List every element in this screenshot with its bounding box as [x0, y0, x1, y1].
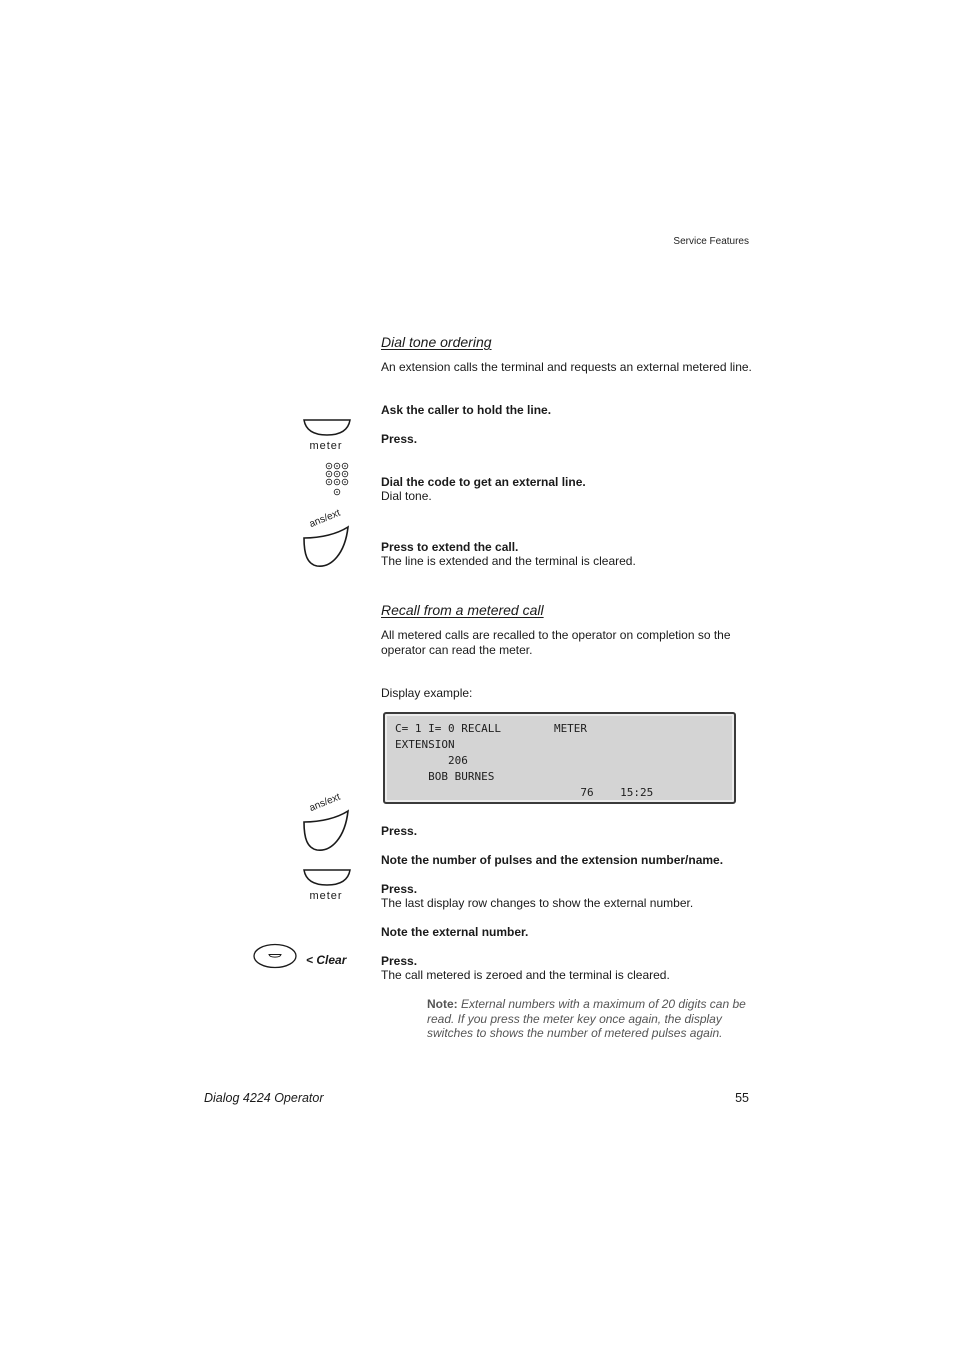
meter-key-label: meter — [309, 890, 343, 902]
lcd-line-1: C= 1 I= 0 RECALL METER — [395, 722, 588, 735]
recall-step-note-pulses: Note the number of pulses and the extension number/name. — [381, 853, 724, 867]
ans-ext-key-icon[interactable] — [301, 808, 353, 854]
recall-intro: All metered calls are recalled to the operator on completion so the operator can read the meter. — [381, 628, 731, 657]
page-number: 55 — [735, 1091, 749, 1105]
note-block — [427, 997, 751, 1041]
dial-tone-step-hold: Ask the caller to hold the line. — [381, 403, 552, 417]
clear-key-label: < Clear — [306, 953, 347, 967]
section-heading-recall: Recall from a metered call — [381, 602, 544, 618]
footer-product: Dialog 4224 Operator — [204, 1091, 324, 1105]
ans-ext-key-label: ans/ext — [307, 507, 342, 530]
display-example-label: Display example: — [381, 686, 473, 700]
note-label: Note: — [427, 997, 458, 1011]
meter-key-icon[interactable] — [302, 868, 352, 888]
lcd-line-2: EXTENSION — [395, 738, 455, 751]
dial-tone-step-extend: Press to extend the call. — [381, 540, 519, 554]
dial-tone-intro: An extension calls the terminal and requests an external metered line. — [381, 360, 752, 374]
recall-step-press-clear-detail: The call metered is zeroed and the terminal is cleared. — [381, 968, 670, 982]
section-heading-dial-tone: Dial tone ordering — [381, 334, 492, 350]
note-text: External numbers with a maximum of 20 digits can be read. If you press the meter key once again, the display switches to shows the number of metered pulses again. — [427, 997, 746, 1040]
running-header: Service Features — [673, 236, 749, 247]
recall-step-press-meter-detail: The last display row changes to show the external number. — [381, 896, 694, 910]
dial-tone-step-press: Press. — [381, 432, 418, 446]
recall-step-press: Press. — [381, 824, 418, 838]
recall-step-press-meter: Press. — [381, 882, 418, 896]
lcd-line-4: BOB BURNES — [395, 770, 495, 783]
clear-key-icon[interactable] — [252, 943, 298, 969]
recall-step-note-external: Note the external number. — [381, 925, 529, 939]
dial-tone-step-dial-detail: Dial tone. — [381, 489, 432, 503]
recall-step-press-clear: Press. — [381, 954, 418, 968]
meter-key-label: meter — [309, 440, 343, 452]
lcd-line-5: 76 15:25 — [395, 786, 654, 799]
ans-ext-key-icon[interactable] — [301, 524, 353, 570]
meter-key-icon[interactable] — [302, 418, 352, 438]
lcd-line-3: 206 — [395, 754, 468, 767]
keypad-icon[interactable] — [324, 462, 352, 498]
lcd-display — [383, 712, 736, 804]
dial-tone-step-extend-detail: The line is extended and the terminal is cleared. — [381, 554, 636, 568]
dial-tone-step-dial: Dial the code to get an external line. — [381, 475, 586, 489]
ans-ext-key-label: ans/ext — [307, 791, 342, 814]
